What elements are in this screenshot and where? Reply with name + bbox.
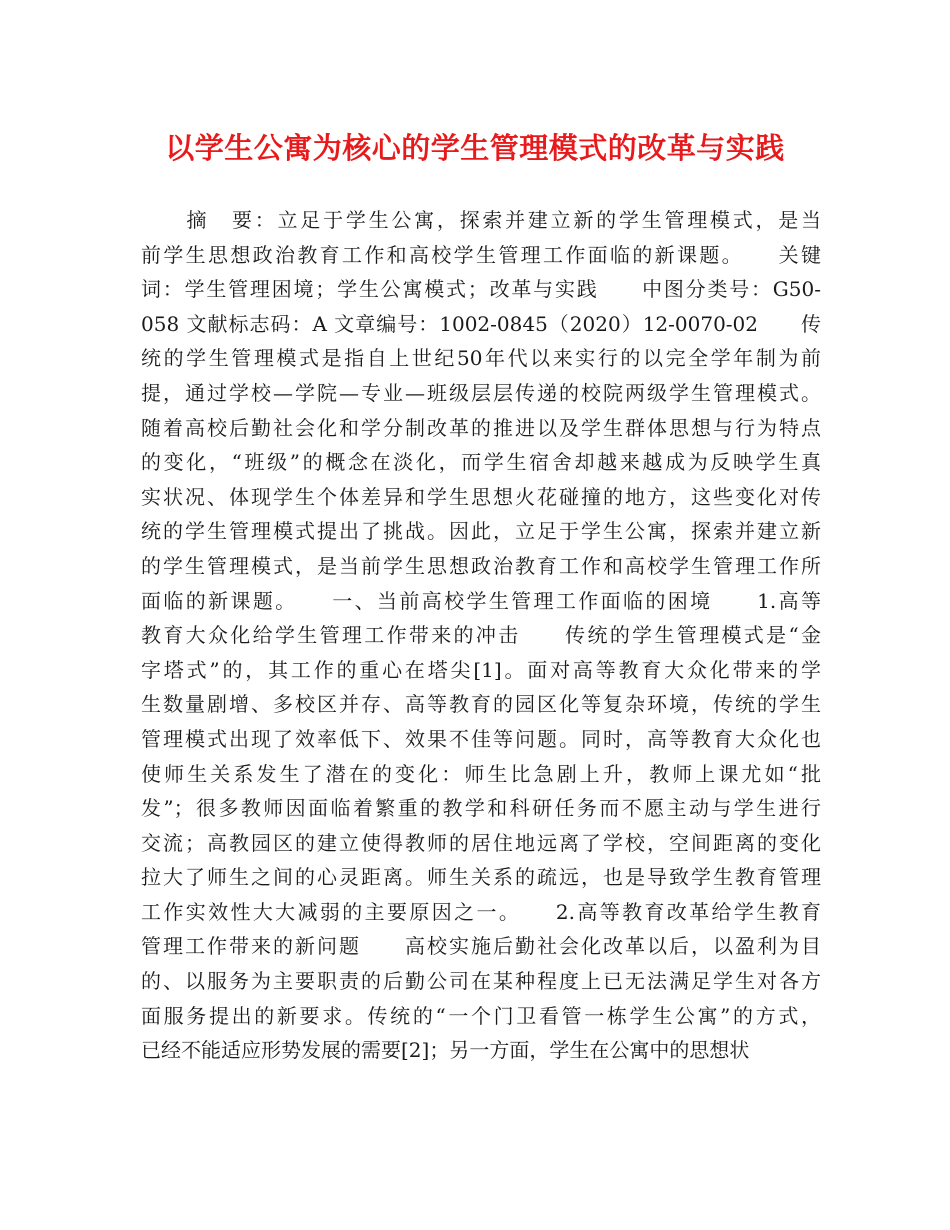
body-text-line: 摘 要：立足于学生公寓，探索并建立新的学生管理模式，是当 (141, 208, 821, 232)
body-text-line: 已经不能适应形势发展的需要[2]；另一方面，学生在公寓中的思想状 (141, 1038, 750, 1063)
body-text-line: 交流；高教园区的建立使得教师的居住地远离了学校，空间距离的变化 (141, 830, 821, 855)
body-text-line: 提，通过学校—学院—专业—班级层层传递的校院两级学生管理模式。 (141, 380, 821, 405)
body-text-line: 词：学生管理困境；学生公寓模式；改革与实践 中图分类号：G50- (141, 277, 821, 302)
body-text-line: 工作实效性大大减弱的主要原因之一。 2.高等教育改革给学生教育 (141, 899, 821, 924)
body-text-line: 字塔式”的，其工作的重心在塔尖[1]。面对高等教育大众化带来的学 (141, 657, 821, 682)
document-body (141, 203, 821, 1068)
body-text-line: 教育大众化给学生管理工作带来的冲击 传统的学生管理模式是“金 (141, 623, 821, 648)
body-text-line: 随着高校后勤社会化和学分制改革的推进以及学生群体思想与行为特点 (141, 415, 821, 440)
document-title: 以学生公寓为核心的学生管理模式的改革与实践 (165, 131, 785, 165)
body-text-line: 的学生管理模式，是当前学生思想政治教育工作和高校学生管理工作所 (141, 553, 821, 578)
body-text-line: 拉大了师生之间的心灵距离。师生关系的疏远，也是导致学生教育管理 (141, 865, 821, 890)
body-text-line: 面临的新课题。 一、当前高校学生管理工作面临的困境 1.高等 (141, 588, 821, 613)
body-text-line: 统的学生管理模式是指自上世纪50年代以来实行的以完全学年制为前 (141, 346, 821, 371)
body-text-line: 统的学生管理模式提出了挑战。因此，立足于学生公寓，探索并建立新 (141, 519, 821, 544)
body-text-line: 实状况、体现学生个体差异和学生思想火花碰撞的地方，这些变化对传 (141, 484, 821, 509)
body-text-line: 管理模式出现了效率低下、效果不佳等问题。同时，高等教育大众化也 (141, 726, 821, 751)
body-text-line: 前学生思想政治教育工作和高校学生管理工作面临的新课题。 关键 (141, 242, 821, 267)
body-text-line: 管理工作带来的新问题 高校实施后勤社会化改革以后，以盈利为目 (141, 934, 821, 959)
body-text-line: 生数量剧增、多校区并存、高等教育的园区化等复杂环境，传统的学生 (141, 692, 821, 717)
body-text-line: 的变化，“班级”的概念在淡化，而学生宿舍却越来越成为反映学生真 (141, 450, 821, 475)
body-text-line: 的、以服务为主要职责的后勤公司在某种程度上已无法满足学生对各方 (141, 969, 821, 994)
body-text-line: 发”；很多教师因面临着繁重的教学和科研任务而不愿主动与学生进行 (141, 796, 821, 821)
body-text-line: 面服务提出的新要求。传统的“一个门卫看管一栋学生公寓”的方式， (141, 1003, 821, 1028)
body-text-line: 058 文献标志码：A 文章编号：1002-0845（2020）12-0070-02 传 (141, 311, 821, 336)
body-text-line: 使师生关系发生了潜在的变化：师生比急剧上升，教师上课尤如“批 (141, 761, 821, 786)
